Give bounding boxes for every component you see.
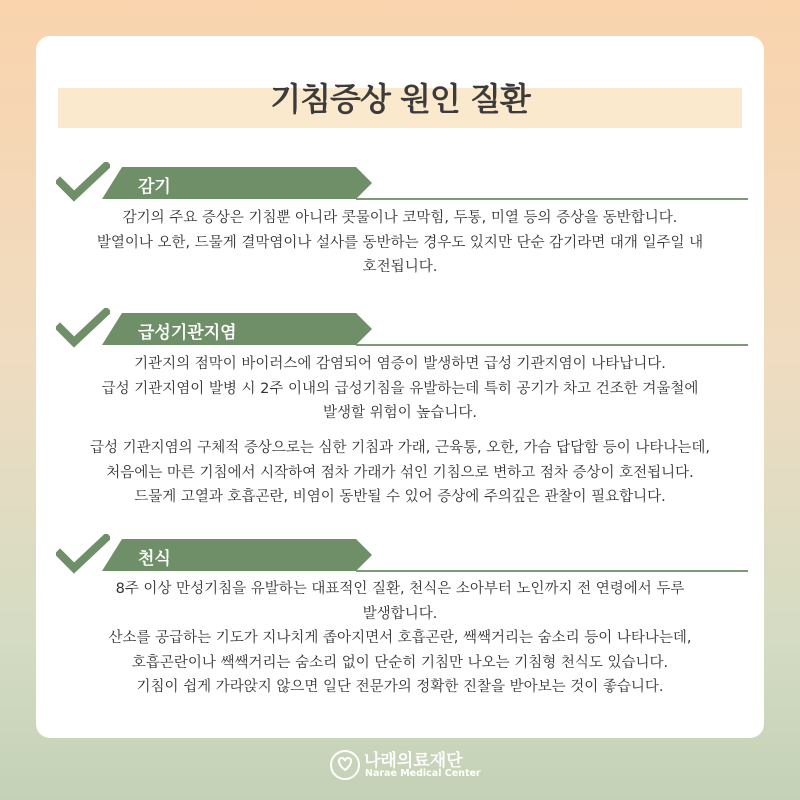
section-header-asthma: [56, 534, 746, 574]
paragraph-line: 급성 기관지염이 발병 시 2주 이내의 급성기침을 유발하는데 특히 공기가 차고 건조한 겨울철에: [101, 380, 699, 397]
section-paragraph: [52, 206, 748, 280]
section-header-acute-bronchitis: [56, 308, 746, 348]
section-heading: 감기: [138, 177, 171, 197]
section-underline: [356, 344, 748, 346]
content-card: [36, 36, 764, 738]
paragraph-line: 발생합니다.: [362, 605, 438, 622]
section-header-cold: [56, 162, 746, 202]
paragraph-line: 발생할 위험이 높습니다.: [323, 405, 477, 421]
paragraph-line: 산소를 공급하는 기도가 지나치게 좁아지면서 호흡곤란, 쌕쌕거리는 숨소리 등이 나타나는데,: [108, 630, 692, 646]
page-title: 기침증상 원인 질환: [270, 80, 530, 118]
paragraph-line: 호전됩니다.: [362, 259, 438, 275]
section-heading: 급성기관지염: [138, 323, 237, 343]
section-underline: [356, 570, 748, 572]
paragraph-line: 감기의 주요 증상은 기침뿐 아니라 콧물이나 코막힘, 두통, 미열 등의 증상을 동반합니다.: [122, 210, 678, 226]
section-underline: [356, 198, 748, 200]
paragraph-line: 처음에는 마른 기침에서 시작하여 점차 가래가 섞인 기침으로 변하고 점차 증상이 호전됩니다.: [106, 464, 694, 481]
section-heading: 천식: [138, 549, 171, 569]
logo-text-korean: 나래의료재단: [364, 751, 463, 771]
paragraph-line: 기침이 쉽게 가라앉지 않으면 일단 전문가의 정확한 진찰을 받아보는 것이 좋습니다.: [136, 679, 664, 695]
logo-icon: [330, 750, 360, 780]
paragraph-line: 8주 이상 만성기침을 유발하는 대표적인 질환, 천식은 소아부터 노인까지 전 연령에서 두루: [115, 581, 685, 597]
section-paragraph: [52, 577, 748, 700]
paragraph-line: 발열이나 오한, 드물게 결막염이나 설사를 동반하는 경우도 있지만 단순 감기라면 대개 일주일 내: [96, 234, 704, 251]
paragraph-line: 급성 기관지염의 구체적 증상으로는 심한 기침과 가래, 근육통, 오한, 가슴 답답함 등이 나타나는데,: [89, 440, 710, 456]
paragraph-line: 드물게 고열과 호흡곤란, 비염이 동반될 수 있어 증상에 주의깊은 관찰이 필요합니다.: [134, 489, 666, 505]
paragraph-line: 호흡곤란이나 쌕쌕거리는 숨소리 없이 단순히 기침만 나오는 기침형 천식도 있습니다.: [131, 654, 669, 671]
section-paragraph: [52, 436, 748, 510]
section-paragraph: [52, 352, 748, 426]
logo-text-english: Narae Medical Center: [365, 768, 481, 779]
footer-logo: [0, 744, 800, 788]
paragraph-line: 기관지의 점막이 바이러스에 감염되어 염증이 발생하면 급성 기관지염이 나타납니다.: [134, 356, 666, 372]
